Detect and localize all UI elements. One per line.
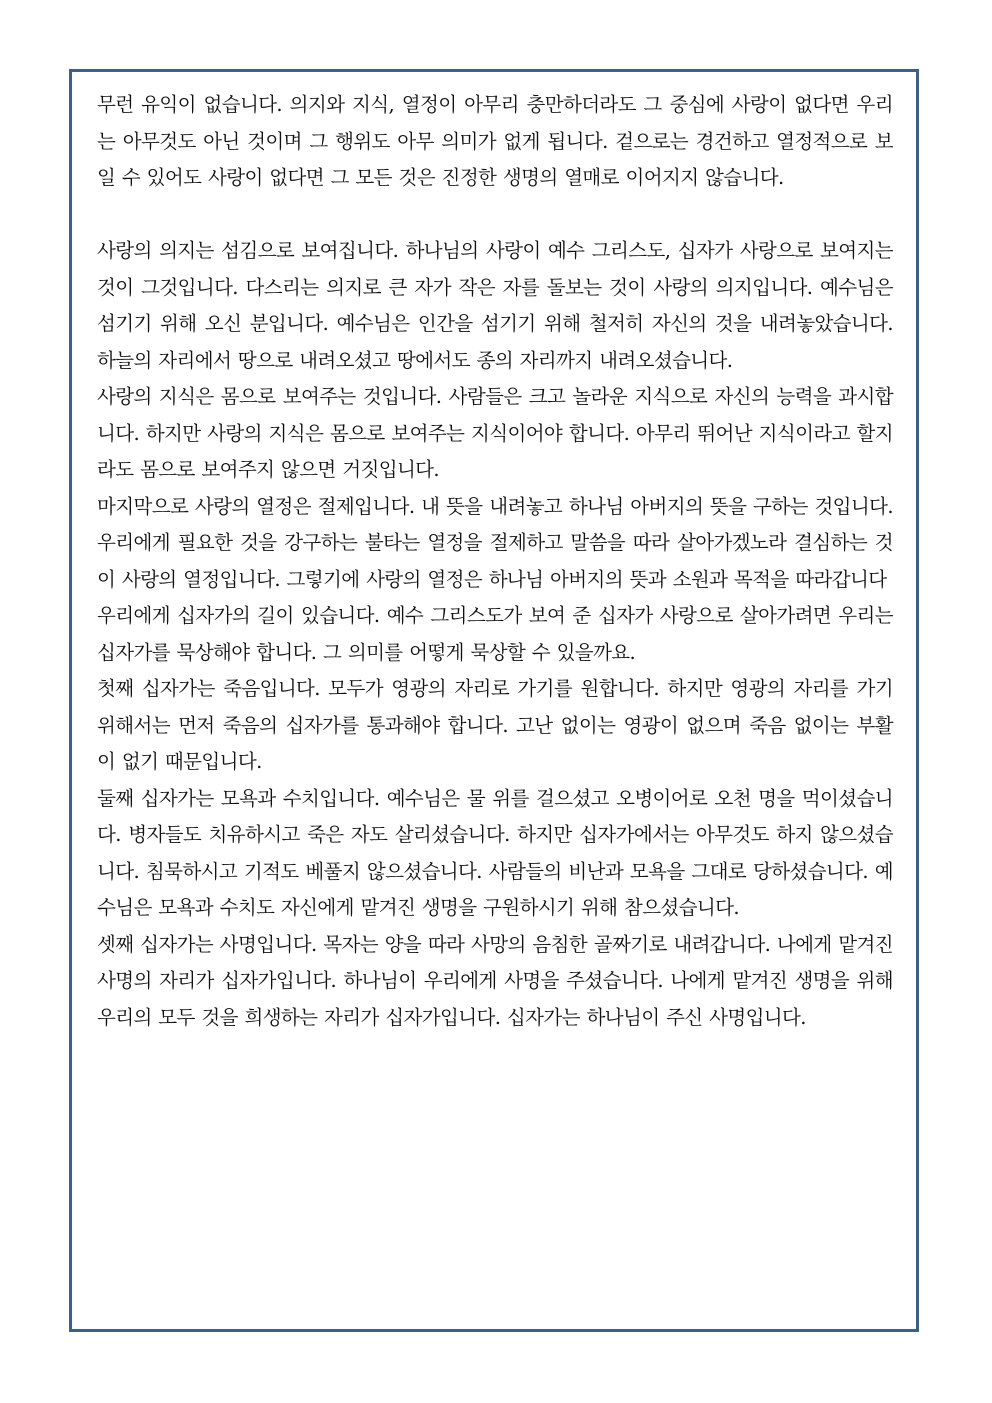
- paragraph-passion: 마지막으로 사랑의 열정은 절제입니다. 내 뜻을 내려놓고 하나님 아버지의 뜻을 구하는 것입니다. 우리에게 필요한 것을 강구하는 불타는 열정을 절제하고 말씀을 따라 살아가겠노라 결심하는 것이 사랑의 열정입니다. 그렇기에 사랑의 열정은 하나님 아버지의 뜻과 소원과 목적을 따라갑니다: [97, 494, 893, 591]
- paragraph-cross-way: 우리에게 십자가의 길이 있습니다. 예수 그리스도가 보여 준 십자가 사랑으로 살아가려면 우리는 십자가를 묵상해야 합니다. 그 의미를 어떻게 묵상할 수 있을까요.: [97, 604, 893, 664]
- document-body: [97, 87, 893, 1036]
- paragraph-intro: 무런 유익이 없습니다. 의지와 지식, 열정이 아무리 충만하더라도 그 중심에 사랑이 없다면 우리는 아무것도 아닌 것이며 그 행위도 아무 의미가 없게 됩니다. 겉으로는 경건하고 열정적으로 보일 수 있어도 사랑이 없다면 그 모든 것은 진정한 생명의 열매로 이어지지 않습니다.: [97, 93, 893, 189]
- paragraph-second-cross: 둘째 십자가는 모욕과 수치입니다. 예수님은 물 위를 걸으셨고 오병이어로 오천 명을 먹이셨습니다. 병자들도 치유하시고 죽은 자도 살리셨습니다. 하지만 십자가에서는 아무것도 하지 않으셨습니다. 침묵하시고 기적도 베풀지 않으셨습니다. 사람들의 비난과 모욕을 그대로 당하셨습니다. 예수님은 모욕과 수치도 자신에게 맡겨진 생명을 구원하시기 위해 참으셨습니다.: [97, 786, 893, 919]
- paragraph-will: 사랑의 의지는 섬김으로 보여집니다. 하나님의 사랑이 예수 그리스도, 십자가 사랑으로 보여지는 것이 그것입니다. 다스리는 의지로 큰 자가 작은 자를 돌보는 것이 사랑의 의지입니다. 예수님은 섬기기 위해 오신 분입니다. 예수님은 인간을 섬기기 위해 철저히 자신의 것을 내려놓았습니다. 하늘의 자리에서 땅으로 내려오셨고 땅에서도 종의 자리까지 내려오셨습니다.: [97, 239, 893, 372]
- page-frame: [69, 69, 919, 1332]
- paragraph-first-cross: 첫째 십자가는 죽음입니다. 모두가 영광의 자리로 가기를 원합니다. 하지만 영광의 자리를 가기 위해서는 먼저 죽음의 십자가를 통과해야 합니다. 고난 없이는 영광이 없으며 죽음 없이는 부활이 없기 때문입니다.: [97, 677, 893, 773]
- paragraph-knowledge: 사랑의 지식은 몸으로 보여주는 것입니다. 사람들은 크고 놀라운 지식으로 자신의 능력을 과시합니다. 하지만 사랑의 지식은 몸으로 보여주는 지식이어야 합니다. 아무리 뛰어난 지식이라고 할지라도 몸으로 보여주지 않으면 거짓입니다.: [97, 385, 893, 481]
- paragraph-third-cross: 셋째 십자가는 사명입니다. 목자는 양을 따라 사망의 음침한 골짜기로 내려갑니다. 나에게 맡겨진 사명의 자리가 십자가입니다. 하나님이 우리에게 사명을 주셨습니다. 나에게 맡겨진 생명을 위해 우리의 모두 것을 희생하는 자리가 십자가입니다. 십자가는 하나님이 주신 사명입니다.: [97, 932, 893, 1029]
- paragraph-spacer: [97, 197, 893, 234]
